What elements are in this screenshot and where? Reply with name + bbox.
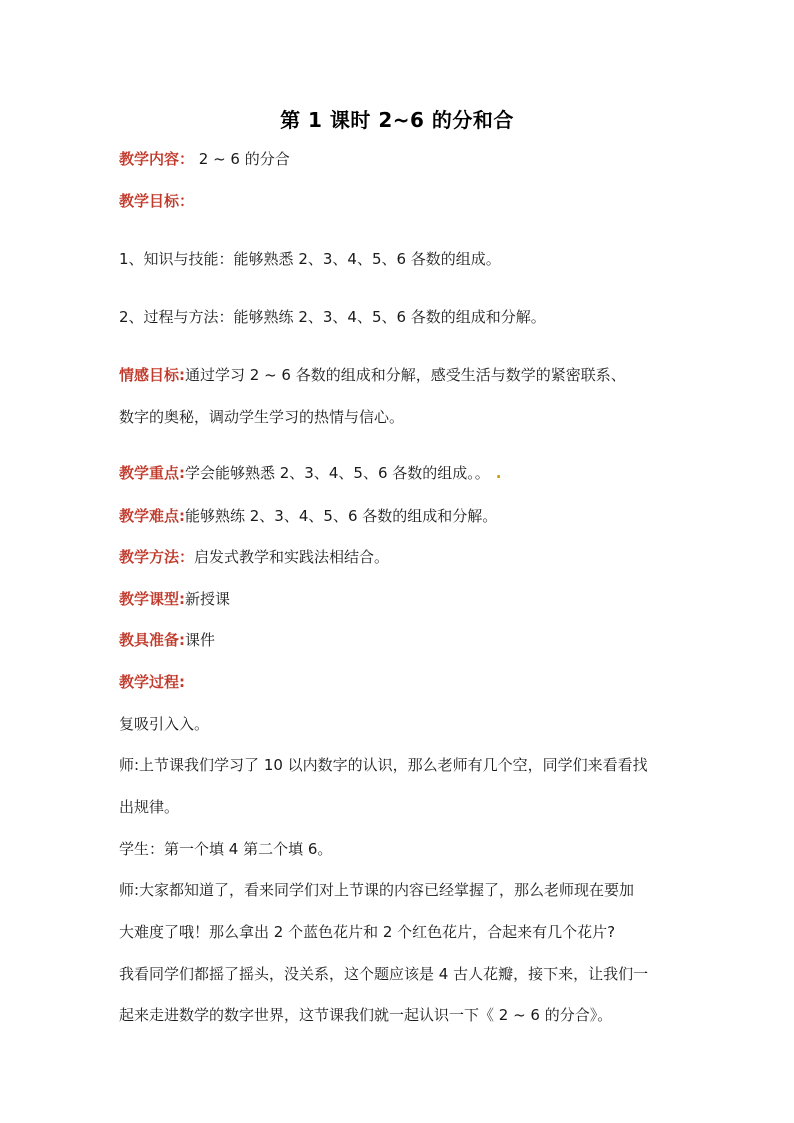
lesson-type-text: 新授课	[185, 590, 231, 608]
difficulty-text: 能够熟练 2、3、4、5、6 各数的组成和分解。	[185, 507, 498, 525]
teaching-content-text: 2 ~ 6 的分合	[194, 150, 290, 168]
process-paragraph-2-cont: 出规律。	[119, 798, 180, 816]
process-paragraph-5: 我看同学们都摇了摇头，没关系，这个题应该是 4 古人花瓣，接下来，让我们一	[119, 965, 649, 983]
process-label: 教学过程:	[119, 673, 185, 691]
process-paragraph-5-cont: 起来走进数学的数字世界，这节课我们就一起认识一下《 2 ~ 6 的分合》。	[119, 1006, 613, 1024]
tools-line	[119, 629, 684, 651]
difficulty-line	[119, 505, 684, 527]
teaching-goals-label: 教学目标：	[119, 192, 195, 210]
emotion-goal-line	[119, 364, 684, 386]
stray-dot-mark: .	[495, 464, 502, 482]
emotion-goal-label: 情感目标:	[119, 366, 185, 384]
tools-text: 课件	[185, 631, 216, 649]
method-text: 启发式教学和实践法相结合。	[194, 548, 390, 566]
emotion-goal-line-2: 数字的奥秘，调动学生学习的热情与信心。	[119, 408, 405, 426]
goal-knowledge: 1、知识与技能：能够熟悉 2、3、4、5、6 各数的组成。	[119, 250, 501, 268]
goal-process: 2、过程与方法：能够熟练 2、3、4、5、6 各数的组成和分解。	[119, 308, 546, 326]
lesson-type-label: 教学课型:	[119, 590, 185, 608]
key-point-line	[119, 462, 684, 484]
teaching-goals-line	[119, 190, 684, 212]
method-label: 教学方法：	[119, 548, 195, 566]
process-paragraph-4-cont: 大难度了哦！那么拿出 2 个蓝色花片和 2 个红色花片，合起来有几个花片?	[119, 923, 616, 941]
teaching-content-label: 教学内容：	[119, 150, 195, 168]
process-paragraph-1: 复吸引入入。	[119, 715, 210, 733]
method-line	[119, 546, 684, 568]
process-line	[119, 671, 684, 693]
key-point-label: 教学重点:	[119, 464, 185, 482]
process-paragraph-4: 师:大家都知道了，看来同学们对上节课的内容已经掌握了，那么老师现在要加	[119, 881, 635, 899]
lesson-type-line	[119, 588, 684, 610]
key-point-text: 学会能够熟悉 2、3、4、5、6 各数的组成。。	[185, 464, 490, 482]
emotion-goal-text: 通过学习 2 ~ 6 各数的组成和分解，感受生活与数学的紧密联系、	[185, 366, 626, 384]
difficulty-label: 教学难点:	[119, 507, 185, 525]
page-title: 第 1 课时 2~6 的分和合	[280, 108, 514, 132]
tools-label: 教具准备:	[119, 631, 185, 649]
teaching-content-line	[119, 148, 684, 170]
process-paragraph-2: 师:上节课我们学习了 10 以内数字的认识，那么老师有几个空，同学们来看看找	[119, 756, 648, 774]
process-paragraph-3: 学生：第一个填 4 第二个填 6。	[119, 840, 333, 858]
